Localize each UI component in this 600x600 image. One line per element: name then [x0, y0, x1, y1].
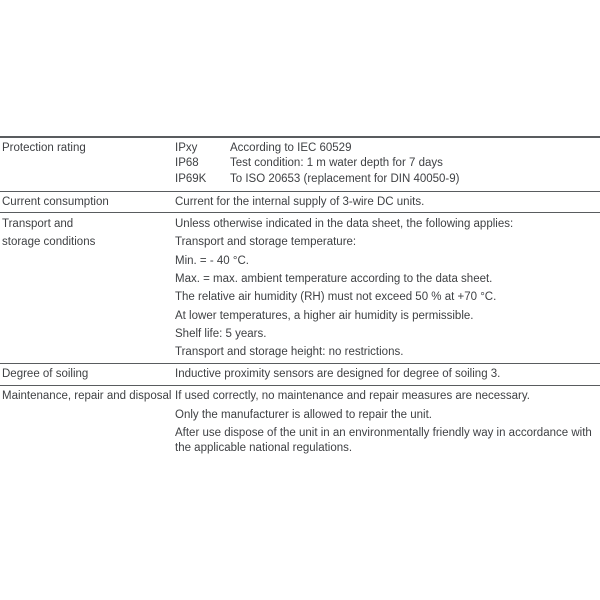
spec-text-line: Only the manufacturer is allowed to repair the unit.: [175, 408, 432, 421]
ip-rating-line: [175, 141, 598, 156]
ip-description: According to IEC 60529: [230, 142, 352, 154]
ip-rating-line: [175, 172, 598, 187]
row-content-transport-storage: [175, 217, 600, 361]
row-label-protection-rating: Protection rating: [2, 142, 86, 154]
row-label-degree-of-soiling: Degree of soiling: [2, 368, 89, 381]
ip-code: IP68: [175, 157, 199, 170]
row-content-degree-of-soiling: [175, 367, 600, 382]
row-content-maintenance-repair-disposal: [175, 389, 600, 456]
ip-description: Test condition: 1 m water depth for 7 days: [230, 157, 443, 170]
row-label-maintenance-repair-disposal: Maintenance, repair and disposal: [2, 390, 172, 403]
spec-text-line: The relative air humidity (RH) must not exceed 50 % at +70 °C.: [175, 291, 497, 304]
spec-text-line: If used correctly, no maintenance and repair measures are necessary.: [175, 390, 530, 403]
row-label-line: storage conditions: [2, 236, 96, 249]
spec-text-line: Transport and storage temperature:: [175, 236, 357, 249]
spec-text-line: Shelf life: 5 years.: [175, 328, 267, 341]
row-content-protection-rating: [175, 141, 600, 187]
ip-code: IPxy: [175, 142, 198, 154]
spec-text-line: Current for the internal supply of 3-wire DC units.: [175, 196, 425, 209]
ip-code: IP69K: [175, 172, 207, 185]
ip-description: To ISO 20653 (replacement for DIN 40050-9): [230, 172, 460, 185]
spec-row-degree-of-soiling: [0, 363, 600, 385]
spec-text-line: Transport and storage height: no restrictions.: [175, 346, 404, 359]
spec-row-transport-storage: [0, 212, 600, 363]
row-label-current-consumption: Current consumption: [2, 196, 109, 209]
row-label-transport-storage: [0, 217, 175, 254]
spec-text-line: Min. = - 40 °C.: [175, 254, 249, 267]
row-content-current-consumption: [175, 195, 600, 210]
row-label-line: Transport and: [2, 217, 74, 230]
spec-text-line: At lower temperatures, a higher air humidity is permissible.: [175, 309, 474, 322]
spec-text-line: Max. = max. ambient temperature according to the data sheet.: [175, 272, 493, 285]
ip-rating-line: [175, 156, 598, 171]
specification-table: [0, 136, 600, 460]
spec-row-current-consumption: [0, 191, 600, 212]
spec-text-line: Unless otherwise indicated in the data sheet, the following applies:: [175, 217, 514, 230]
spec-text-line: Inductive proximity sensors are designed for degree of soiling 3.: [175, 368, 501, 381]
spec-row-protection-rating: [0, 136, 600, 191]
spec-text-line: After use dispose of the unit in an environmentally friendly way in accordance with the applicable national regulations.: [175, 427, 592, 455]
spec-row-maintenance-repair-disposal: [0, 385, 600, 460]
